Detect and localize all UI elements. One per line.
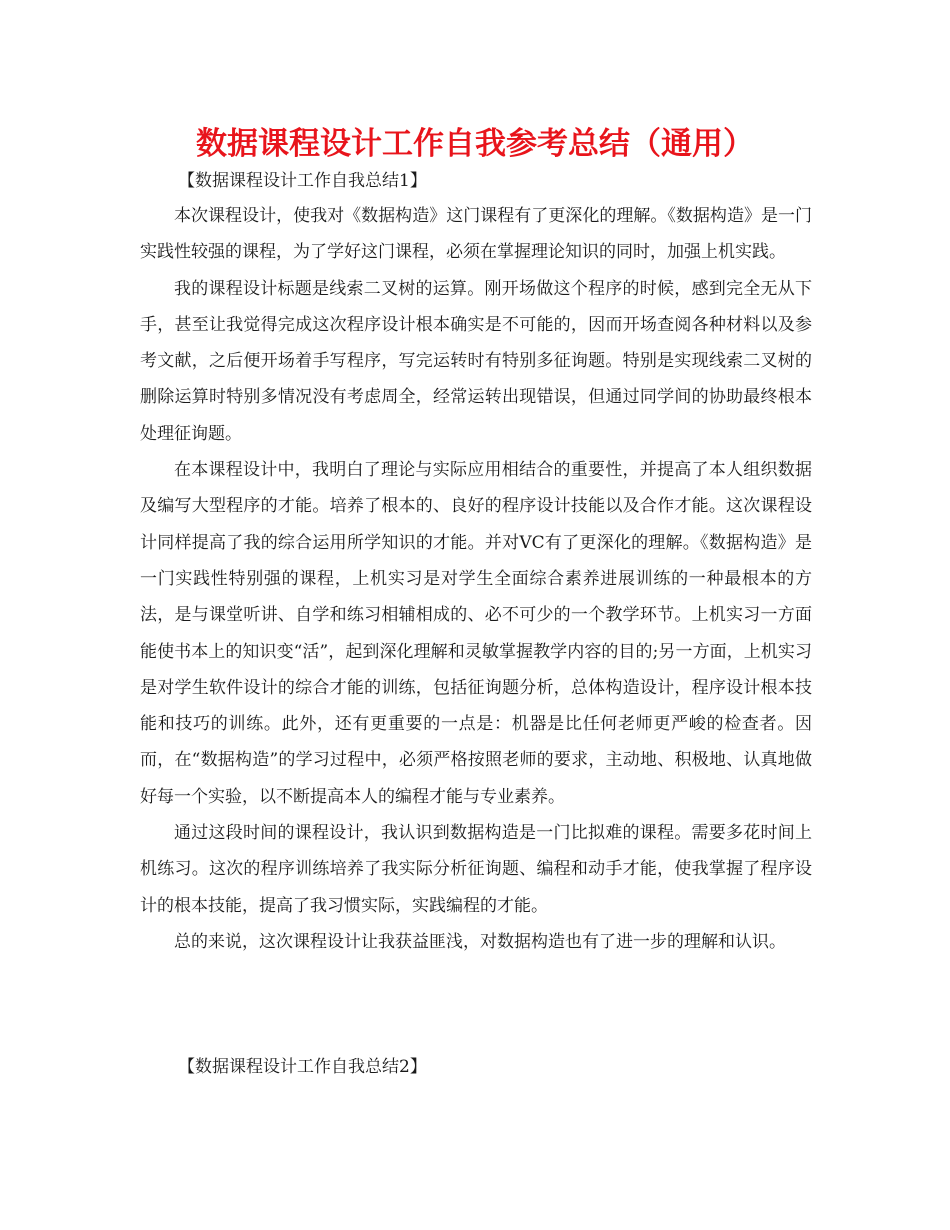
paragraph-3: 在本课程设计中，我明白了理论与实际应用相结合的重要性，并提高了本人组织数据及编写大型程序的才能。培养了根本的、良好的程序设计技能以及合作才能。这次课程设计同样提高了我的综合运用所学知识的才能。并对VC有了更深化的理解。《数据构造》是一门实践性特别强的课程，上机实习是对学生全面综合素养进展训练的一种最根本的方法，是与课堂听讲、自学和练习相辅相成的、必不可少的一个教学环节。上机实习一方面能使书本上的知识变“活”，起到深化理解和灵敏掌握教学内容的目的;另一方面，上机实习是对学生软件设计的综合才能的训练，包括征询题分析，总体构造设计，程序设计根本技能和技巧的训练。此外，还有更重要的一点是：机器是比任何老师更严峻的检查者。因而，在“数据构造”的学习过程中，必须严格按照老师的要求，主动地、积极地、认真地做好每一个实验，以不断提高本人的编程才能与专业素养。 xyxy=(140,460,812,807)
document-title: 数据课程设计工作自我参考总结（通用） xyxy=(196,126,754,162)
section-heading-1: 【数据课程设计工作自我总结1】 xyxy=(178,171,427,191)
paragraph-4: 通过这段时间的课程设计，我认识到数据构造是一门比拟难的课程。需要多花时间上机练习。这次的程序训练培养了我实际分析征询题、编程和动手才能，使我掌握了程序设计的根本技能，提高了我习惯实际，实践编程的才能。 xyxy=(140,823,812,916)
section-heading-2: 【数据课程设计工作自我总结2】 xyxy=(178,1057,427,1077)
document-body xyxy=(140,198,812,960)
paragraph-2: 我的课程设计标题是线索二叉树的运算。刚开场做这个程序的时候，感到完全无从下手，甚至让我觉得完成这次程序设计根本确实是不可能的，因而开场查阅各种材料以及参考文献，之后便开场着手写程序，写完运转时有特别多征询题。特别是实现线索二叉树的删除运算时特别多情况没有考虑周全，经常运转出现错误，但通过同学间的协助最终根本处理征询题。 xyxy=(140,278,812,444)
paragraph-1: 本次课程设计，使我对《数据构造》这门课程有了更深化的理解。《数据构造》是一门实践性较强的课程，为了学好这门课程，必须在掌握理论知识的同时，加强上机实践。 xyxy=(140,206,812,263)
paragraph-5: 总的来说，这次课程设计让我获益匪浅，对数据构造也有了进一步的理解和认识。 xyxy=(174,931,786,952)
